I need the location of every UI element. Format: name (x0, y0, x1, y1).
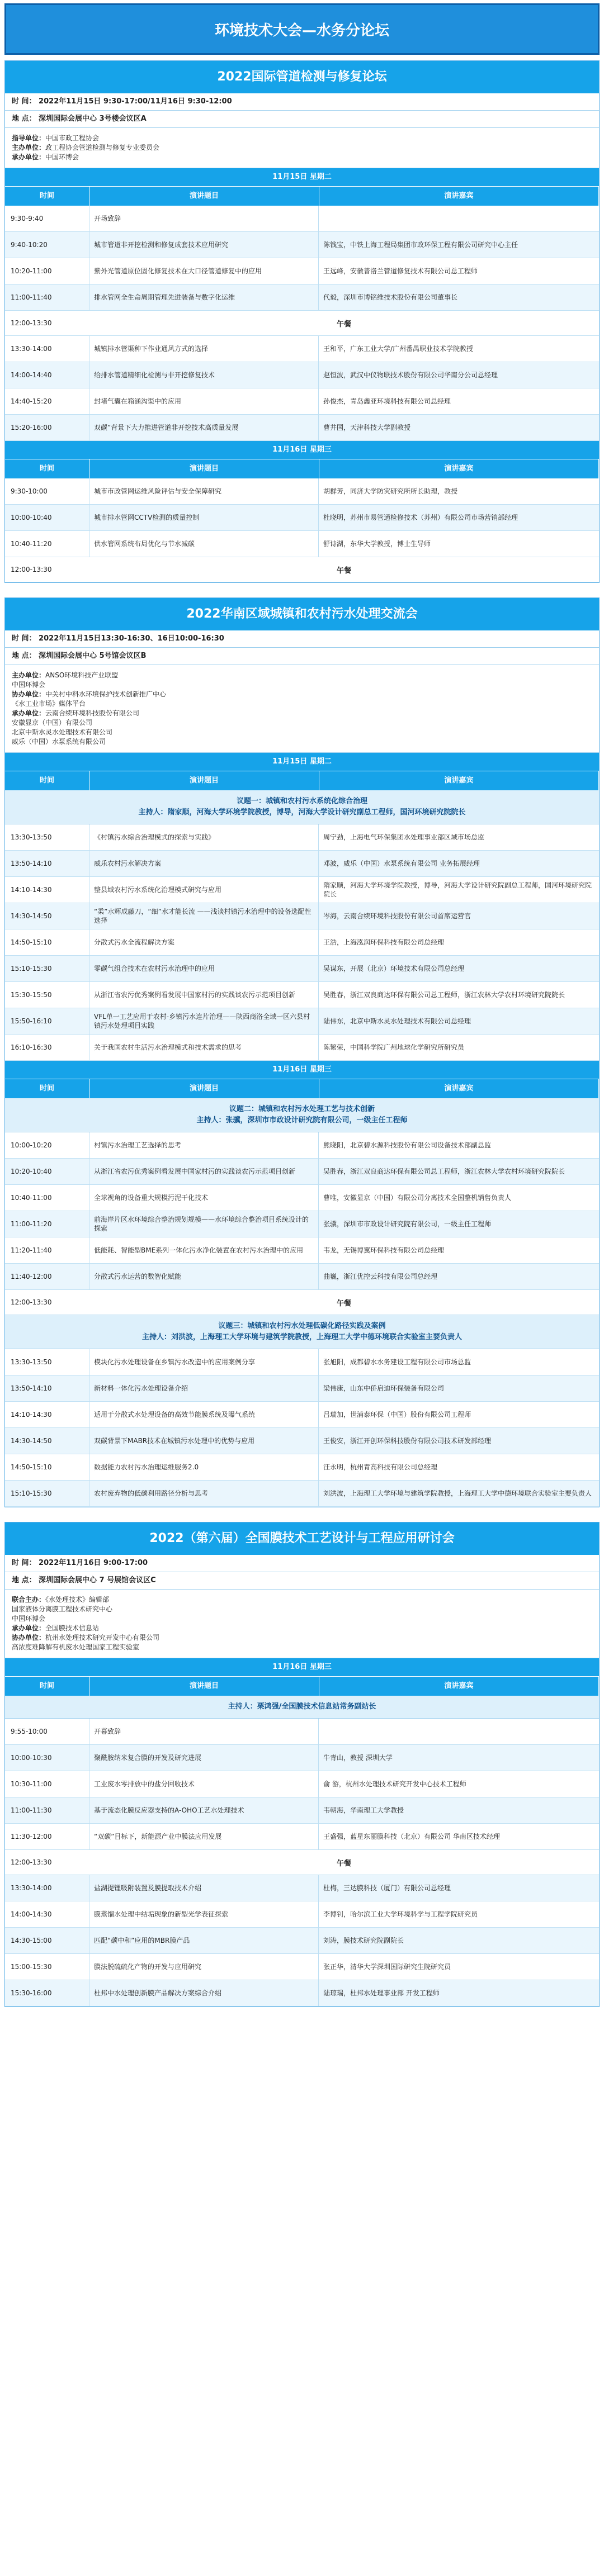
session-line: 议题三：城镇和农村污水处理低碳化路径实践及案例 (218, 1322, 386, 1330)
row-topic: 全球视角的设备重大规模污泥干化技术 (89, 1185, 318, 1211)
row-time: 14:00-14:40 (11, 371, 52, 379)
schedule-row (5, 478, 599, 505)
lunch-row (5, 1290, 599, 1315)
org-label: 协办单位： (12, 690, 46, 698)
column-header: 演讲嘉宾 (319, 1677, 599, 1696)
column-header: 时间 (5, 459, 89, 478)
row-speaker: 韦朝海，华南理工大学教授 (318, 1797, 599, 1823)
org-name: 中国市政工程协会 (45, 134, 100, 142)
session-line: 议题一：城镇和农村污水系统化综合治理 (236, 797, 367, 805)
row-speaker: 杜晓明，苏州市易管通检修技术（苏州）有限公司市场营销部经理 (318, 505, 599, 530)
day-header: 11月16日 星期三 (5, 1658, 599, 1676)
row-speaker: 刘洪波，上海理工大学环境与建筑学院教授，上海理工大学中德环境联合实验室主要负责人 (318, 1481, 599, 1506)
row-speaker: 张骥，深圳市市政设计研究院有限公司，一级主任工程师 (318, 1211, 599, 1237)
schedule-row (5, 956, 599, 982)
column-headers (5, 1079, 599, 1098)
row-topic: 从浙江省农污优秀案例看发展中国家村污的实践谈农污示范项目创新 (89, 982, 318, 1008)
org-name: 北京中斯水灵水处理技术有限公司 (12, 728, 113, 736)
row-time: 15:10-15:30 (11, 965, 52, 972)
row-topic: 开场致辞 (89, 206, 318, 231)
row-topic: 供水管网系统布局优化与节水减碳 (89, 531, 318, 557)
schedule-row (5, 336, 599, 362)
row-speaker: 韦龙，无锡博翼环保科技有限公司总经理 (318, 1237, 599, 1263)
row-time: 14:30-14:50 (11, 1437, 52, 1445)
row-time: 10:00-10:30 (11, 1754, 52, 1762)
org-name: 中国环博会 (12, 1615, 46, 1623)
row-speaker: 梁伟康，山东中侨启迪环保装备有限公司 (318, 1375, 599, 1401)
row-time: 13:30-13:50 (11, 1358, 52, 1366)
org-name: 杭州水处理技术研究开发中心有限公司 (45, 1634, 160, 1642)
org-name: 云南合续环境科技股份有限公司 (45, 709, 140, 717)
column-headers (5, 459, 599, 478)
forum-place: 地 点： 深圳国际会展中心 7 号展馆会议区C (5, 1572, 599, 1590)
schedule-row (5, 1928, 599, 1954)
row-time: 10:00-10:40 (11, 514, 52, 521)
row-time: 11:20-11:40 (11, 1246, 52, 1254)
session-header (5, 1315, 599, 1349)
row-time: 13:50-14:10 (11, 1384, 52, 1392)
org-name: 政工程协会管道检测与修复专业委员会 (45, 144, 160, 151)
schedule-row (5, 1402, 599, 1428)
row-topic: 给排水管道精细化检测与非开挖修复技术 (89, 362, 318, 388)
row-time: 10:40-11:00 (11, 1194, 52, 1202)
row-speaker: 陈钱宝，中铁上海工程局集团市政环保工程有限公司研究中心主任 (318, 232, 599, 258)
session-header (5, 1098, 599, 1132)
day-header: 11月16日 星期三 (5, 441, 599, 459)
row-speaker: 吴谋东，开展（北京）环境技术有限公司总经理 (318, 956, 599, 981)
schedule-row (5, 1875, 599, 1901)
forum-section (4, 60, 600, 583)
row-speaker: 王浩，上海泓润环保科技有限公司总经理 (318, 929, 599, 955)
lunch-row (5, 1850, 599, 1875)
day-header: 11月16日 星期三 (5, 1061, 599, 1079)
row-time: 14:10-14:30 (11, 886, 52, 894)
session-line: 主持人：隋家顺，河海大学环境学院教授，博导，河海大学设计研究副总工程师，国河环境研究院院长 (138, 808, 466, 817)
schedule-row (5, 1481, 599, 1507)
schedule-row (5, 1454, 599, 1481)
row-speaker: 刘涛，膜技术研究院副院长 (318, 1928, 599, 1953)
schedule-row (5, 982, 599, 1008)
row-time: 12:00-13:30 (11, 1858, 52, 1866)
session-line: 主持人：栗鸿强/全国膜技术信息站常务副站长 (228, 1702, 376, 1711)
column-header: 时间 (5, 771, 89, 790)
org-name: 威乐（中国）水泵系统有限公司 (12, 738, 106, 746)
row-speaker: 王盛强，蓝星东丽膜科技（北京）有限公司 华南区技术经理 (318, 1824, 599, 1849)
schedule-row (5, 877, 599, 903)
row-topic: 城镇排水管渠种下作业通风方式的选择 (89, 336, 318, 362)
org-label: 协办单位： (12, 1634, 46, 1642)
row-speaker: 俞 游，杭州水处理技术研究开发中心技术工程师 (318, 1771, 599, 1797)
schedule-row (5, 362, 599, 388)
row-time: 14:00-14:30 (11, 1910, 52, 1918)
column-header: 时间 (5, 187, 89, 206)
schedule-row (5, 1211, 599, 1237)
row-topic: 紫外光管道原位固化修复技术在大口径管道修复中的应用 (89, 258, 318, 284)
row-time: 10:00-10:20 (11, 1141, 52, 1149)
day-header: 11月15日 星期二 (5, 753, 599, 771)
row-topic: 关于我国农村生活污水治理模式和技术需求的思考 (89, 1035, 318, 1060)
row-topic: 城市管道非开挖检测和修复成套技术应用研究 (89, 232, 318, 258)
org-label: 联合主办： (12, 1596, 46, 1604)
row-time: 10:40-11:20 (11, 540, 52, 548)
row-speaker: 王远峰，安徽普洛兰管道修复技术有限公司总工程师 (318, 258, 599, 284)
org-name: 中关村中科水环境保护技术创新推广中心 (45, 690, 167, 698)
schedule-row (5, 1980, 599, 2006)
row-time: 12:00-13:30 (11, 1298, 52, 1306)
row-time: 15:50-16:10 (11, 1017, 52, 1025)
row-speaker: 汪永明，杭州青高科技有限公司总经理 (318, 1454, 599, 1480)
row-topic: 前海岸片区水环境综合整治规划规模——水环境综合整治项目系统设计的探索 (89, 1211, 318, 1237)
row-speaker: 张旭阳，成都碧水水务建设工程有限公司市场总监 (318, 1349, 599, 1375)
row-topic: 基于流态化膜反应器支持的A-OHO工艺水处理技术 (89, 1797, 318, 1823)
row-speaker: 王和平，广东工业大学/广州番禺职业技术学院教授 (318, 336, 599, 362)
row-speaker: 岑海，云南合续环境科技股份有限公司首席运营官 (318, 903, 599, 929)
row-speaker: 张正华，清华大学深圳国际研究生院研究员 (318, 1954, 599, 1980)
schedule-row (5, 1237, 599, 1264)
row-time: 15:30-15:50 (11, 991, 52, 999)
row-speaker: 牛青山，教授 深圳大学 (318, 1745, 599, 1771)
row-time: 11:00-11:40 (11, 293, 52, 301)
row-time: 10:20-11:00 (11, 267, 52, 275)
row-speaker: 李博钊，哈尔滨工业大学环境科学与工程学院研究员 (318, 1901, 599, 1927)
row-topic: 匹配“碳中和”应用的MBR膜产品 (89, 1928, 318, 1953)
row-speaker: 陆伟东，北京中斯水灵水处理技术有限公司总经理 (318, 1008, 599, 1034)
row-topic: 《村镇污水综合治理模式的探索与实践》 (89, 824, 318, 850)
forums-container (0, 60, 604, 2007)
row-speaker: 吴胜春，浙江双良商达环保有限公司总工程师，浙江农林大学农村环境研究院院长 (318, 982, 599, 1008)
forum-section (4, 1522, 600, 2007)
row-topic: 双碳”背景下大力推进管道非开挖技术高质量发展 (89, 415, 318, 440)
row-topic: 数据能力农村污水治理运维服务2.0 (89, 1454, 318, 1480)
forum-title: 2022国际管道检测与修复论坛 (5, 61, 599, 93)
row-time: 13:30-14:00 (11, 1884, 52, 1892)
row-time: 10:20-10:40 (11, 1168, 52, 1175)
row-topic: 工业废水零排放中的盐分回收技术 (89, 1771, 318, 1797)
forum-place: 地 点： 深圳国际会展中心 5号馆会议区B (5, 648, 599, 665)
row-topic: 开幕致辞 (89, 1719, 318, 1744)
row-speaker: 曹唯，安徽显京（中国）有限公司分离技术全国整机销售负责人 (318, 1185, 599, 1211)
row-time: 11:00-11:20 (11, 1220, 52, 1228)
lunch-row (5, 557, 599, 582)
row-topic: 排水管网全生命周期管理先进装备与数字化运维 (89, 284, 318, 310)
row-time: 14:30-15:00 (11, 1937, 52, 1944)
row-time: 9:30-9:40 (11, 215, 44, 222)
session-line: 主持人：张骥，深圳市市政设计研究院有限公司，一级主任工程师 (196, 1116, 408, 1125)
row-time: 9:40-10:20 (11, 241, 48, 249)
schedule-row (5, 929, 599, 956)
row-time: 9:55-10:00 (11, 1728, 48, 1735)
org-name: 安徽显京（中国）有限公司 (12, 719, 93, 727)
row-time: 12:00-13:30 (11, 566, 52, 573)
row-time: 15:20-16:00 (11, 424, 52, 431)
lunch-label: 午餐 (336, 1859, 351, 1868)
row-topic: 低能耗、智能型BME系列一体化污水净化装置在农村污水治理中的应用 (89, 1237, 318, 1263)
forum-title: 2022华南区域城镇和农村污水处理交流会 (5, 598, 599, 630)
row-time: 11:00-11:30 (11, 1806, 52, 1814)
schedule-row (5, 1159, 599, 1185)
row-speaker: 熊晓阳，北京碧水源科技股份有限公司设备技术部副总监 (318, 1132, 599, 1158)
column-header: 演讲题目 (89, 459, 319, 478)
column-header: 时间 (5, 1677, 89, 1696)
row-topic: 整县域农村污水系统化治理模式研究与应用 (89, 877, 318, 903)
row-speaker: 曲巍，浙江优控云科技有限公司总经理 (318, 1264, 599, 1289)
forum-place: 地 点： 深圳国际会展中心 3号楼会议区A (5, 111, 599, 128)
schedule-row (5, 1132, 599, 1159)
schedule-row (5, 531, 599, 557)
column-headers (5, 1676, 599, 1696)
schedule-row (5, 206, 599, 232)
org-label: 承办单位： (12, 153, 46, 161)
schedule-row (5, 388, 599, 415)
column-headers (5, 186, 599, 206)
session-header (5, 790, 599, 824)
forum-organizers (5, 1590, 599, 1658)
row-topic: 聚酰胺纳米复合膜的开发及研究进展 (89, 1745, 318, 1771)
schedule-row (5, 1375, 599, 1402)
row-time: 14:40-15:20 (11, 397, 52, 405)
row-time: 11:30-12:00 (11, 1833, 52, 1840)
forum-time: 时 间： 2022年11月16日 9:00-17:00 (5, 1555, 599, 1572)
row-speaker: 胡群芳，同济大学防灾研究所所长助理，教授 (318, 478, 599, 504)
row-topic: 从浙江省农污优秀案例看发展中国家村污的实践谈农污示范项目创新 (89, 1159, 318, 1184)
schedule-row (5, 1008, 599, 1035)
forum-organizers (5, 665, 599, 753)
schedule-row (5, 1745, 599, 1771)
schedule-row (5, 1035, 599, 1061)
org-name: 中国环博会 (12, 681, 46, 689)
row-time: 9:30-10:00 (11, 487, 48, 495)
row-time: 11:40-12:00 (11, 1273, 52, 1280)
row-time: 14:30-14:50 (11, 912, 52, 920)
row-time: 14:50-15:10 (11, 1463, 52, 1471)
session-line: 主持人：刘洪波，上海理工大学环境与建筑学院教授，上海理工大学中德环境联合实验室主要负责人 (141, 1333, 462, 1341)
column-header: 演讲题目 (89, 1677, 319, 1696)
org-label: 主办单位： (12, 144, 46, 151)
schedule-row (5, 1719, 599, 1745)
column-header: 演讲嘉宾 (319, 771, 599, 790)
lunch-label: 午餐 (336, 320, 351, 329)
org-name: 高浓度难降解有机废水处理国家工程实验室 (12, 1643, 140, 1651)
column-header: 演讲题目 (89, 1079, 319, 1098)
row-time: 13:50-14:10 (11, 860, 52, 867)
org-label: 承办单位： (12, 1624, 46, 1632)
row-speaker: 赵恒波，武汉中仪物联技术股份有限公司华南分公司总经理 (318, 362, 599, 388)
row-topic: 城市排水管网CCTV检测的质量控制 (89, 505, 318, 530)
org-label: 主办单位： (12, 671, 46, 679)
row-speaker: 吴胜春，浙江双良商达环保有限公司总工程师，浙江农林大学农村环境研究院院长 (318, 1159, 599, 1184)
row-topic: 双碳背景下MABR技术在城镇污水处理中的优势与应用 (89, 1428, 318, 1454)
row-speaker: 舒诗湖，东华大学教授，博士生导师 (318, 531, 599, 557)
row-topic: “双碳”目标下，新能源产业中膜法应用发展 (89, 1824, 318, 1849)
forum-time: 时 间： 2022年11月15日 9:30-17:00/11月16日 9:30-12:00 (5, 93, 599, 111)
schedule-row (5, 1901, 599, 1928)
org-label: 指导单位： (12, 134, 46, 142)
schedule-row (5, 1264, 599, 1290)
row-topic: 杜邦中水处理创新膜产品解决方案综合介绍 (89, 1980, 318, 2006)
row-speaker (318, 1719, 599, 1744)
column-headers (5, 771, 599, 790)
row-topic: 膜法脱硫硫化产物的开发与应用研究 (89, 1954, 318, 1980)
forum-organizers (5, 128, 599, 168)
row-topic: 适用于分散式水处理设备的高效节能膜系统及曝气系统 (89, 1402, 318, 1427)
row-time: 15:10-15:30 (11, 1489, 52, 1497)
day-header: 11月15日 星期二 (5, 168, 599, 186)
lunch-label: 午餐 (336, 566, 351, 575)
column-header: 演讲嘉宾 (319, 1079, 599, 1098)
schedule-row (5, 824, 599, 851)
row-topic: 城市市政管网运维风险评估与安全保障研究 (89, 478, 318, 504)
schedule-row (5, 903, 599, 929)
row-topic: 盐湖提锂吸附装置及膜提取技术介绍 (89, 1875, 318, 1901)
forum-title: 2022（第六届）全国膜技术工艺设计与工程应用研讨会 (5, 1522, 599, 1555)
row-speaker: 代毅，深圳市博铭维技术股份有限公司董事长 (318, 284, 599, 310)
column-header: 演讲嘉宾 (319, 187, 599, 206)
row-time: 13:30-13:50 (11, 833, 52, 841)
org-name: ANSO环境科技产业联盟 (45, 671, 119, 679)
schedule-row (5, 1428, 599, 1454)
org-name: 全国膜技术信息站 (45, 1624, 100, 1632)
row-time: 10:30-11:00 (11, 1780, 52, 1788)
row-speaker: 王俊安，浙江开创环保科技股份有限公司技术研发部经理 (318, 1428, 599, 1454)
column-header: 演讲嘉宾 (319, 459, 599, 478)
row-topic: 零碳气组合技术在农村污水治理中的应用 (89, 956, 318, 981)
row-time: 14:10-14:30 (11, 1411, 52, 1419)
schedule-row (5, 851, 599, 877)
schedule-row (5, 1185, 599, 1211)
row-topic: 分散式污水全流程解决方案 (89, 929, 318, 955)
row-speaker: 吕瑞加，世浦泰环保（中国）股份有限公司工程师 (318, 1402, 599, 1427)
row-topic: 新材料一体化污水处理设备介绍 (89, 1375, 318, 1401)
session-header (5, 1696, 599, 1719)
row-topic: 村镇污水治理工艺选择的思考 (89, 1132, 318, 1158)
row-time: 14:50-15:10 (11, 938, 52, 946)
row-time: 12:00-13:30 (11, 319, 52, 327)
row-topic: 膜蒸馏水处理中结垢现象的新型光学表征探索 (89, 1901, 318, 1927)
row-time: 15:30-16:00 (11, 1989, 52, 1997)
row-speaker: 孙俊杰，青岛鑫亚环境科技有限公司总经理 (318, 388, 599, 414)
org-label: 承办单位： (12, 709, 46, 717)
row-topic: VFL单一工艺应用于农村-乡镇污水连片治理——陕西商洛全域一区六县村镇污水处理项目实践 (89, 1008, 318, 1034)
row-speaker: 杜梅，三达膜科技（厦门）有限公司总经理 (318, 1875, 599, 1901)
row-topic: 威乐农村污水解决方案 (89, 851, 318, 876)
org-name: 国家液体分离膜工程技术研究中心 (12, 1605, 113, 1613)
schedule-row (5, 1771, 599, 1797)
row-speaker: 曹井国，天津科技大学副教授 (318, 415, 599, 440)
row-speaker: 隋家顺，河海大学环境学院教授，博导，河海大学设计研究院副总工程师，国河环境研究院院长 (318, 877, 599, 903)
org-name: 《水工业市场》媒体平台 (12, 700, 86, 708)
schedule-row (5, 284, 599, 311)
schedule-row (5, 1824, 599, 1850)
schedule-row (5, 1349, 599, 1375)
row-time: 15:00-15:30 (11, 1963, 52, 1971)
schedule-row (5, 1954, 599, 1980)
column-header: 时间 (5, 1079, 89, 1098)
schedule-row (5, 258, 599, 284)
row-topic: 封堵气囊在箱涵沟渠中的应用 (89, 388, 318, 414)
row-time: 13:30-14:00 (11, 345, 52, 353)
row-topic: 农村废弃物的低碳利用路径分析与思考 (89, 1481, 318, 1506)
row-speaker (318, 206, 599, 231)
lunch-row (5, 311, 599, 336)
row-time: 16:10-16:30 (11, 1043, 52, 1051)
row-topic: “柔”水辉成藤刀，“细”水才能长流 ——浅谈村镇污水治理中的设备选配性选择 (89, 903, 318, 929)
schedule-row (5, 415, 599, 441)
column-header: 演讲题目 (89, 187, 319, 206)
org-name: 中国环博会 (45, 153, 79, 161)
forum-time: 时 间： 2022年11月15日13:30-16:30、16日10:00-16:30 (5, 630, 599, 648)
lunch-label: 午餐 (336, 1299, 351, 1308)
row-speaker: 陆琼瑞，杜邦水处理事业部 开发工程师 (318, 1980, 599, 2006)
main-title: 环境技术大会—水务分论坛 (4, 3, 600, 55)
org-name: 《水处理技术》编辑部 (45, 1596, 110, 1604)
row-speaker: 邓波，威乐（中国）水泵系统有限公司 业务拓展经理 (318, 851, 599, 876)
forum-section (4, 597, 600, 1507)
row-speaker: 周宁劲，上海电气环保集团水处理事业部区域市场总监 (318, 824, 599, 850)
column-header: 演讲题目 (89, 771, 319, 790)
row-speaker: 陈繁荣，中国科学院广州地球化学研究所研究员 (318, 1035, 599, 1060)
schedule-row (5, 232, 599, 258)
schedule-row (5, 505, 599, 531)
session-line: 议题二：城镇和农村污水处理工艺与技术创新 (229, 1105, 375, 1113)
row-topic: 分散式污水运营的数智化赋能 (89, 1264, 318, 1289)
schedule-row (5, 1797, 599, 1824)
row-topic: 模块化污水处理设备在乡镇污水改造中的应用案例分享 (89, 1349, 318, 1375)
